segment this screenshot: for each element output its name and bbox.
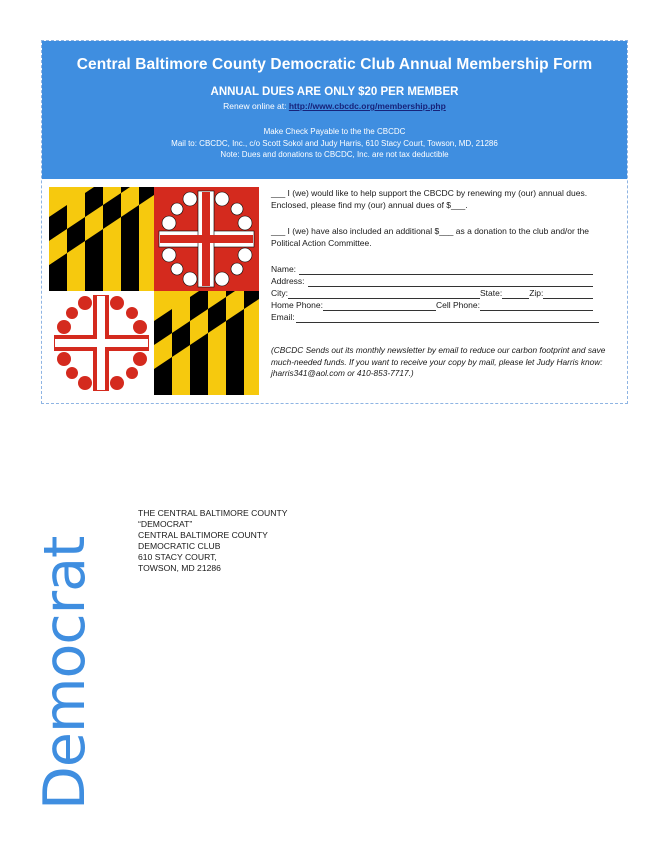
tax-deductible-note: Note: Dues and donations to CBCDC, Inc. are not tax deductible <box>220 150 449 159</box>
address-line: “DEMOCRAT” <box>138 519 193 529</box>
mailing-address <box>138 508 287 574</box>
membership-link[interactable]: http://www.cbcdc.org/membership.php <box>288 101 446 111</box>
contact-fields <box>271 263 613 323</box>
email-label: Email: <box>271 312 295 322</box>
dues-notice: ANNUAL DUES ARE ONLY $20 PER MEMBER <box>210 86 459 98</box>
cell-phone-label: Cell Phone: <box>435 300 480 310</box>
renew-label: Renew online at: <box>223 101 289 111</box>
phone-row <box>271 299 613 311</box>
mail-to-address: Mail to: CBCDC, Inc., c/o Scott Sokol and Judy Harris, 610 Stacy Court, Towson, MD, 21286 <box>171 138 498 148</box>
address-line: 610 STACY COURT, <box>138 552 217 562</box>
zip-field[interactable] <box>543 289 593 299</box>
city-field[interactable] <box>288 289 480 299</box>
newsletter-note: (CBCDC Sends out its monthly newsletter by email to reduce our carbon footprint and save much-needed funds. If you want to receive your copy by mail, please let Judy Harris know: jharris341@aol.com or 410-853-7717.) <box>271 345 606 378</box>
address-row <box>271 275 613 287</box>
renew-dues-checkbox-text[interactable]: ___ I (we) would like to help support the CBCDC by renewing my (our) annual dues. Enclosed, please find my (our) annual dues of $___. <box>271 188 588 210</box>
donation-checkbox-text[interactable]: ___ I (we) have also included an additional $___ as a donation to the club and/or the Political Action Committee. <box>271 226 590 248</box>
address-line: THE CENTRAL BALTIMORE COUNTY <box>138 508 288 518</box>
payable-to: Make Check Payable to the the CBCDC <box>263 127 406 136</box>
home-phone-label: Home Phone: <box>271 300 323 310</box>
name-field[interactable] <box>299 265 593 275</box>
form-header-banner <box>42 41 627 179</box>
form-title: Central Baltimore County Democratic Club Annual Membership Form <box>76 56 593 73</box>
name-label: Name: <box>271 264 297 274</box>
state-field[interactable] <box>502 289 529 299</box>
cell-phone-field[interactable] <box>480 301 593 311</box>
form-body <box>271 187 613 380</box>
email-row <box>271 311 613 323</box>
address-line: DEMOCRATIC CLUB <box>138 541 221 551</box>
address-line: CENTRAL BALTIMORE COUNTY <box>138 530 268 540</box>
home-phone-field[interactable] <box>323 301 436 311</box>
democrat-vertical-title: Democrat <box>32 536 98 810</box>
membership-form <box>41 40 628 404</box>
renew-online-line <box>42 101 627 111</box>
address-label: Address: <box>271 276 305 286</box>
city-label: City: <box>271 288 288 298</box>
email-field[interactable] <box>296 313 599 323</box>
zip-label: Zip: <box>529 288 544 298</box>
address-field[interactable] <box>308 277 593 287</box>
address-line: TOWSON, MD 21286 <box>138 563 221 573</box>
maryland-flag <box>49 187 259 395</box>
name-row <box>271 263 613 275</box>
state-label: State: <box>480 288 503 298</box>
city-row <box>271 287 613 299</box>
